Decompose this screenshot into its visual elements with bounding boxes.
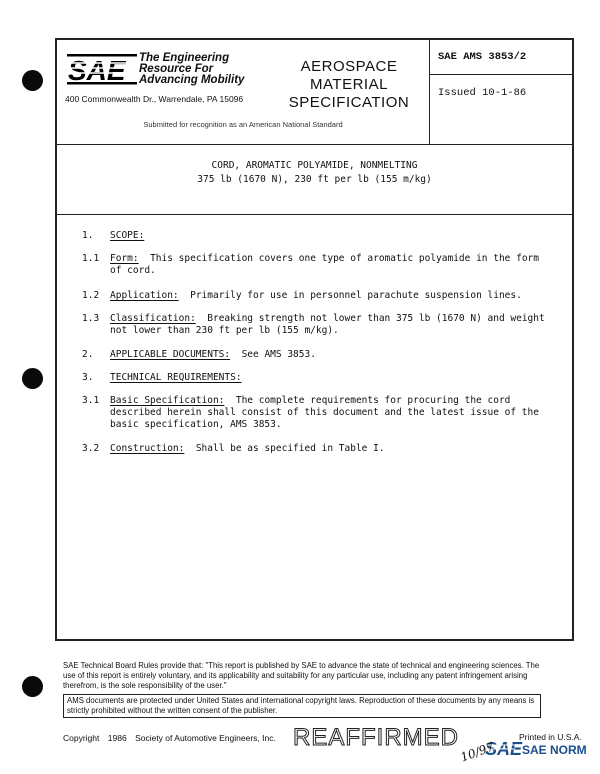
document-number: SAE AMS 3853/2 [438, 51, 527, 63]
issue-date: Issued 10-1-86 [438, 87, 527, 99]
punch-hole-middle [22, 368, 43, 389]
copyright-notice-box: AMS documents are protected under United States and international copyright laws. Reproduction of these documents by any means is strictly prohibited without the written consent of the publisher. [63, 694, 541, 718]
specification-frame: SAE The Engineering Resource For Advancing Mobility 400 Commonwealth Dr., Warrendale, PA 15096 AEROSPACE MATERIAL SPECIFICATION Submitted for recognition as an American National Standard SAE AMS 3853/2 Issued 10-1-86 CORD, AROMATIC POLYAMIDE, NONMELTING 375 lb (1670 N), 230 ft per lb (155 m/kg) 1. SCOPE: 1.1 Form: This specification covers one type of aromatic polyamide in the form of cord. 1.2 Application: Primarily for use in personnel parachute suspension lines. 1.3 Classification: Breaking strength not lower than 375 lb (1670 N) and weight not lower than 230 ft per lb (155 m/kg). 2. APPLICABLE DOCUMENTS: See AMS 3853. 3. TECHNICAL REQUIREMENTS: 3.1 Basic Specification: The complete requirements for procuring the cord described herein shall consist of this document and the latest issue of the basic specification, AMS 3853. 3.2 Construction: Shall be as specified in Table I. [55, 38, 574, 641]
sae-logo [67, 52, 139, 86]
title-line-1: CORD, AROMATIC POLYAMIDE, NONMELTING [211, 160, 418, 171]
document-type: AEROSPACE MATERIAL SPECIFICATION [288, 58, 410, 111]
submitted-note: Submitted for recognition as an American National Standard [143, 120, 343, 129]
technical-board-rules: SAE Technical Board Rules provide that: "This report is published by SAE to advance the state of technical and engineering sciences. The use of this report is entirely voluntary, and its applicability and suitability for any particular use, including any patent infringement arising therefrom, is the sole responsibility of the user." [63, 661, 540, 690]
sae-address: 400 Commonwealth Dr., Warrendale, PA 15096 [65, 94, 244, 104]
title-block [57, 144, 572, 215]
reaffirmed-stamp: REAFFIRMED [293, 724, 459, 751]
issuer-block [57, 40, 430, 144]
copyright-line: Copyright 1986 Society of Automotive Engineers, Inc. [63, 733, 276, 743]
header [57, 40, 572, 145]
svg-text:SAE: SAE [68, 55, 126, 86]
punch-hole-top [22, 70, 43, 91]
printed-in-usa: Printed in U.S.A. [519, 732, 582, 742]
document-number-cell [430, 40, 572, 75]
handwritten-date: 10/97 [458, 739, 496, 765]
punch-hole-bottom [22, 676, 43, 697]
svg-text:SAE: SAE [485, 739, 523, 759]
title-line-2: 375 lb (1670 N), 230 ft per lb (155 m/kg) [197, 174, 432, 185]
sae-tagline: The Engineering Resource For Advancing Mobility [139, 52, 245, 86]
sae-norm-label: SAE NORM [522, 743, 587, 757]
footer-notices [63, 661, 541, 718]
